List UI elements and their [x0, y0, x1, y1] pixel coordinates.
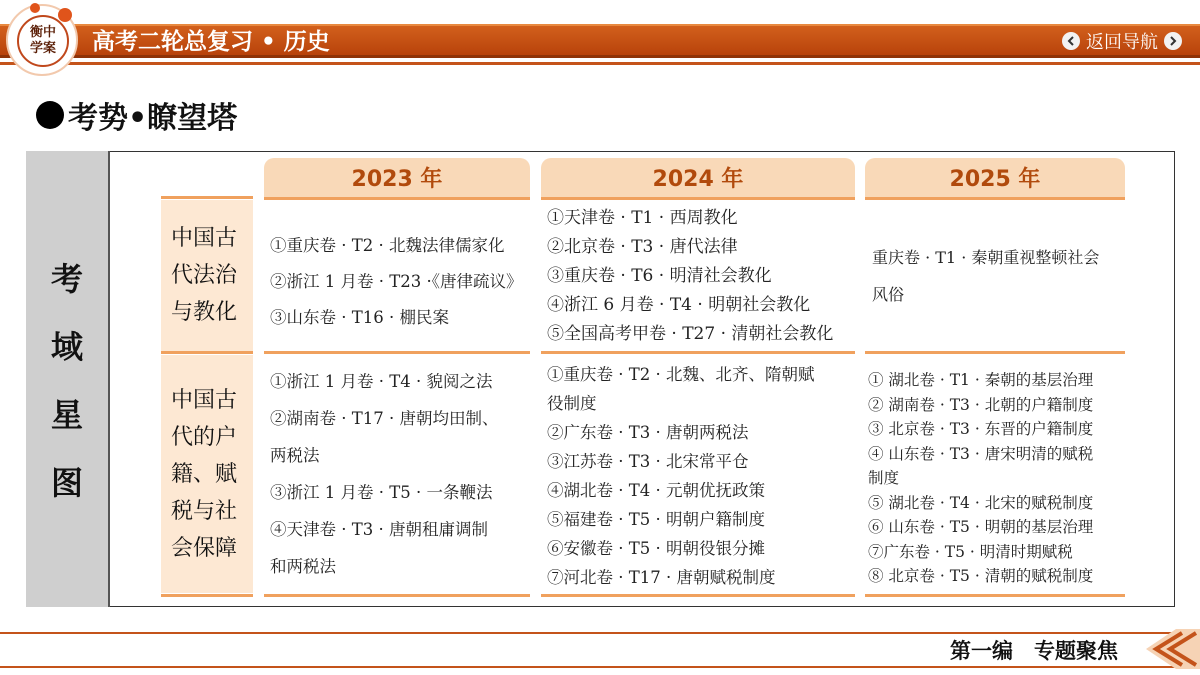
topic-line: 中国古: [171, 226, 238, 251]
row-divider: [541, 594, 855, 597]
cell-line: 两税法: [270, 446, 320, 465]
topic-line: 与教化: [171, 300, 238, 325]
cell-line: ③ 北京卷 · T3 · 东晋的户籍制度: [868, 420, 1094, 438]
logo-text-top: 衡中: [29, 25, 56, 40]
cell-line: 制度: [868, 469, 900, 487]
footer-rule: [0, 632, 1200, 634]
cell-line: 役制度: [547, 394, 597, 413]
cell-line: ③重庆卷 · T6 · 明清社会教化: [547, 266, 772, 286]
cell-line: ④天津卷 · T3 · 唐朝租庸调制: [270, 520, 488, 539]
section-title: [36, 93, 237, 137]
side-label: [26, 151, 110, 607]
topic-line: 代的户: [171, 424, 238, 450]
row-divider: [865, 351, 1125, 354]
double-chevron-left-icon[interactable]: [1136, 623, 1200, 675]
side-label-char: 域: [50, 328, 83, 366]
cell-line: ⑤全国高考甲卷 · T27 · 清朝社会教化: [547, 324, 834, 344]
cell-line: ②北京卷 · T3 · 唐代法律: [547, 237, 738, 257]
cell-line: ①重庆卷 · T2 · 北魏法律儒家化: [270, 236, 505, 255]
side-label-char: 考: [50, 260, 83, 298]
row-divider: [161, 594, 253, 597]
year-header-2023: 2023 年: [264, 158, 530, 200]
cell-line: ①天津卷 · T1 · 西周教化: [547, 208, 738, 228]
cell-line: ⑤ 湖北卷 · T4 · 北宋的赋税制度: [868, 493, 1094, 512]
cell-line: ⑥安徽卷 · T5 · 明朝役银分摊: [547, 539, 765, 558]
cell-line: ⑥ 山东卷 · T5 · 明朝的基层治理: [868, 518, 1094, 536]
cell-line: ③江苏卷 · T3 · 北宋常平仓: [547, 452, 749, 471]
topic-line: 会保障: [171, 535, 238, 561]
cell-line: ②浙江 1 月卷 · T23 ·《唐律疏议》: [270, 272, 523, 291]
topic-line: 税与社: [171, 498, 238, 524]
logo: [17, 15, 69, 67]
topic-line: 代法治: [171, 263, 238, 288]
cell-line: ①重庆卷 · T2 · 北魏、北齐、隋朝赋: [547, 365, 815, 384]
year-header-2025: 2025 年: [865, 158, 1125, 200]
cell-household-2023: [270, 363, 498, 585]
row-divider: [161, 196, 253, 199]
bullet-icon: [36, 101, 64, 129]
cell-line: ② 湖南卷 · T3 · 北朝的户籍制度: [868, 395, 1094, 414]
header-underline: [0, 62, 1200, 65]
topic-cell-household: [161, 355, 253, 593]
back-to-nav-button[interactable]: [1062, 29, 1182, 53]
row-divider: [264, 351, 530, 354]
cell-line: ⑤福建卷 · T5 · 明朝户籍制度: [547, 510, 765, 529]
back-to-nav-label: 返回导航: [1086, 32, 1158, 53]
topic-line: 籍、赋: [171, 461, 238, 487]
cell-line: ⑦广东卷 · T5 · 明清时期赋税: [868, 542, 1073, 561]
cell-household-2024: [547, 360, 814, 592]
row-divider: [264, 594, 530, 597]
cell-line: ④ 山东卷 · T3 · 唐宋明清的赋税: [868, 444, 1094, 463]
topic-cell-law: [161, 200, 253, 351]
section-title-text: 考势•瞭望塔: [68, 101, 238, 136]
cell-line: ②广东卷 · T3 · 唐朝两税法: [547, 423, 749, 442]
logo-text-bottom: 学案: [29, 41, 56, 56]
cell-line: ③浙江 1 月卷 · T5 · 一条鞭法: [270, 483, 493, 502]
chevron-left-icon: [1062, 32, 1080, 50]
cell-line: ④浙江 6 月卷 · T4 · 明朝社会教化: [547, 295, 811, 315]
cell-line: ④湖北卷 · T4 · 元朝优抚政策: [547, 481, 765, 500]
footer-section-label: 第一编 专题聚焦: [950, 639, 1118, 663]
cell-line: ① 湖北卷 · T1 · 秦朝的基层治理: [868, 371, 1094, 389]
logo-dot: [58, 8, 72, 22]
side-label-char: 图: [50, 464, 83, 502]
chevron-right-icon: [1164, 32, 1182, 50]
cell-line: 和两税法: [270, 557, 336, 576]
course-title: 高考二轮总复习 • 历史: [92, 29, 330, 55]
cell-line: ⑦河北卷 · T17 · 唐朝赋税制度: [547, 568, 776, 587]
row-divider: [865, 594, 1125, 597]
cell-line: ②湖南卷 · T17 · 唐朝均田制、: [270, 409, 499, 428]
cell-line: ⑧ 北京卷 · T5 · 清朝的赋税制度: [868, 567, 1094, 585]
side-label-char: 星: [50, 396, 83, 434]
cell-law-2025: [872, 239, 1099, 313]
cell-line: 风俗: [872, 285, 905, 304]
logo-dot: [30, 3, 40, 13]
cell-law-2024: [547, 204, 833, 349]
row-divider: [161, 351, 253, 354]
cell-household-2025: [868, 368, 1093, 589]
cell-line: ①浙江 1 月卷 · T4 · 貌阅之法: [270, 372, 493, 391]
year-header-2024: 2024 年: [541, 158, 855, 200]
cell-law-2023: [270, 228, 522, 336]
topic-line: 中国古: [171, 387, 238, 413]
row-divider: [541, 351, 855, 354]
footer-rule: [0, 666, 1200, 668]
cell-line: ③山东卷 · T16 · 棚民案: [270, 308, 449, 327]
cell-line: 重庆卷 · T1 · 秦朝重视整顿社会: [872, 248, 1100, 267]
